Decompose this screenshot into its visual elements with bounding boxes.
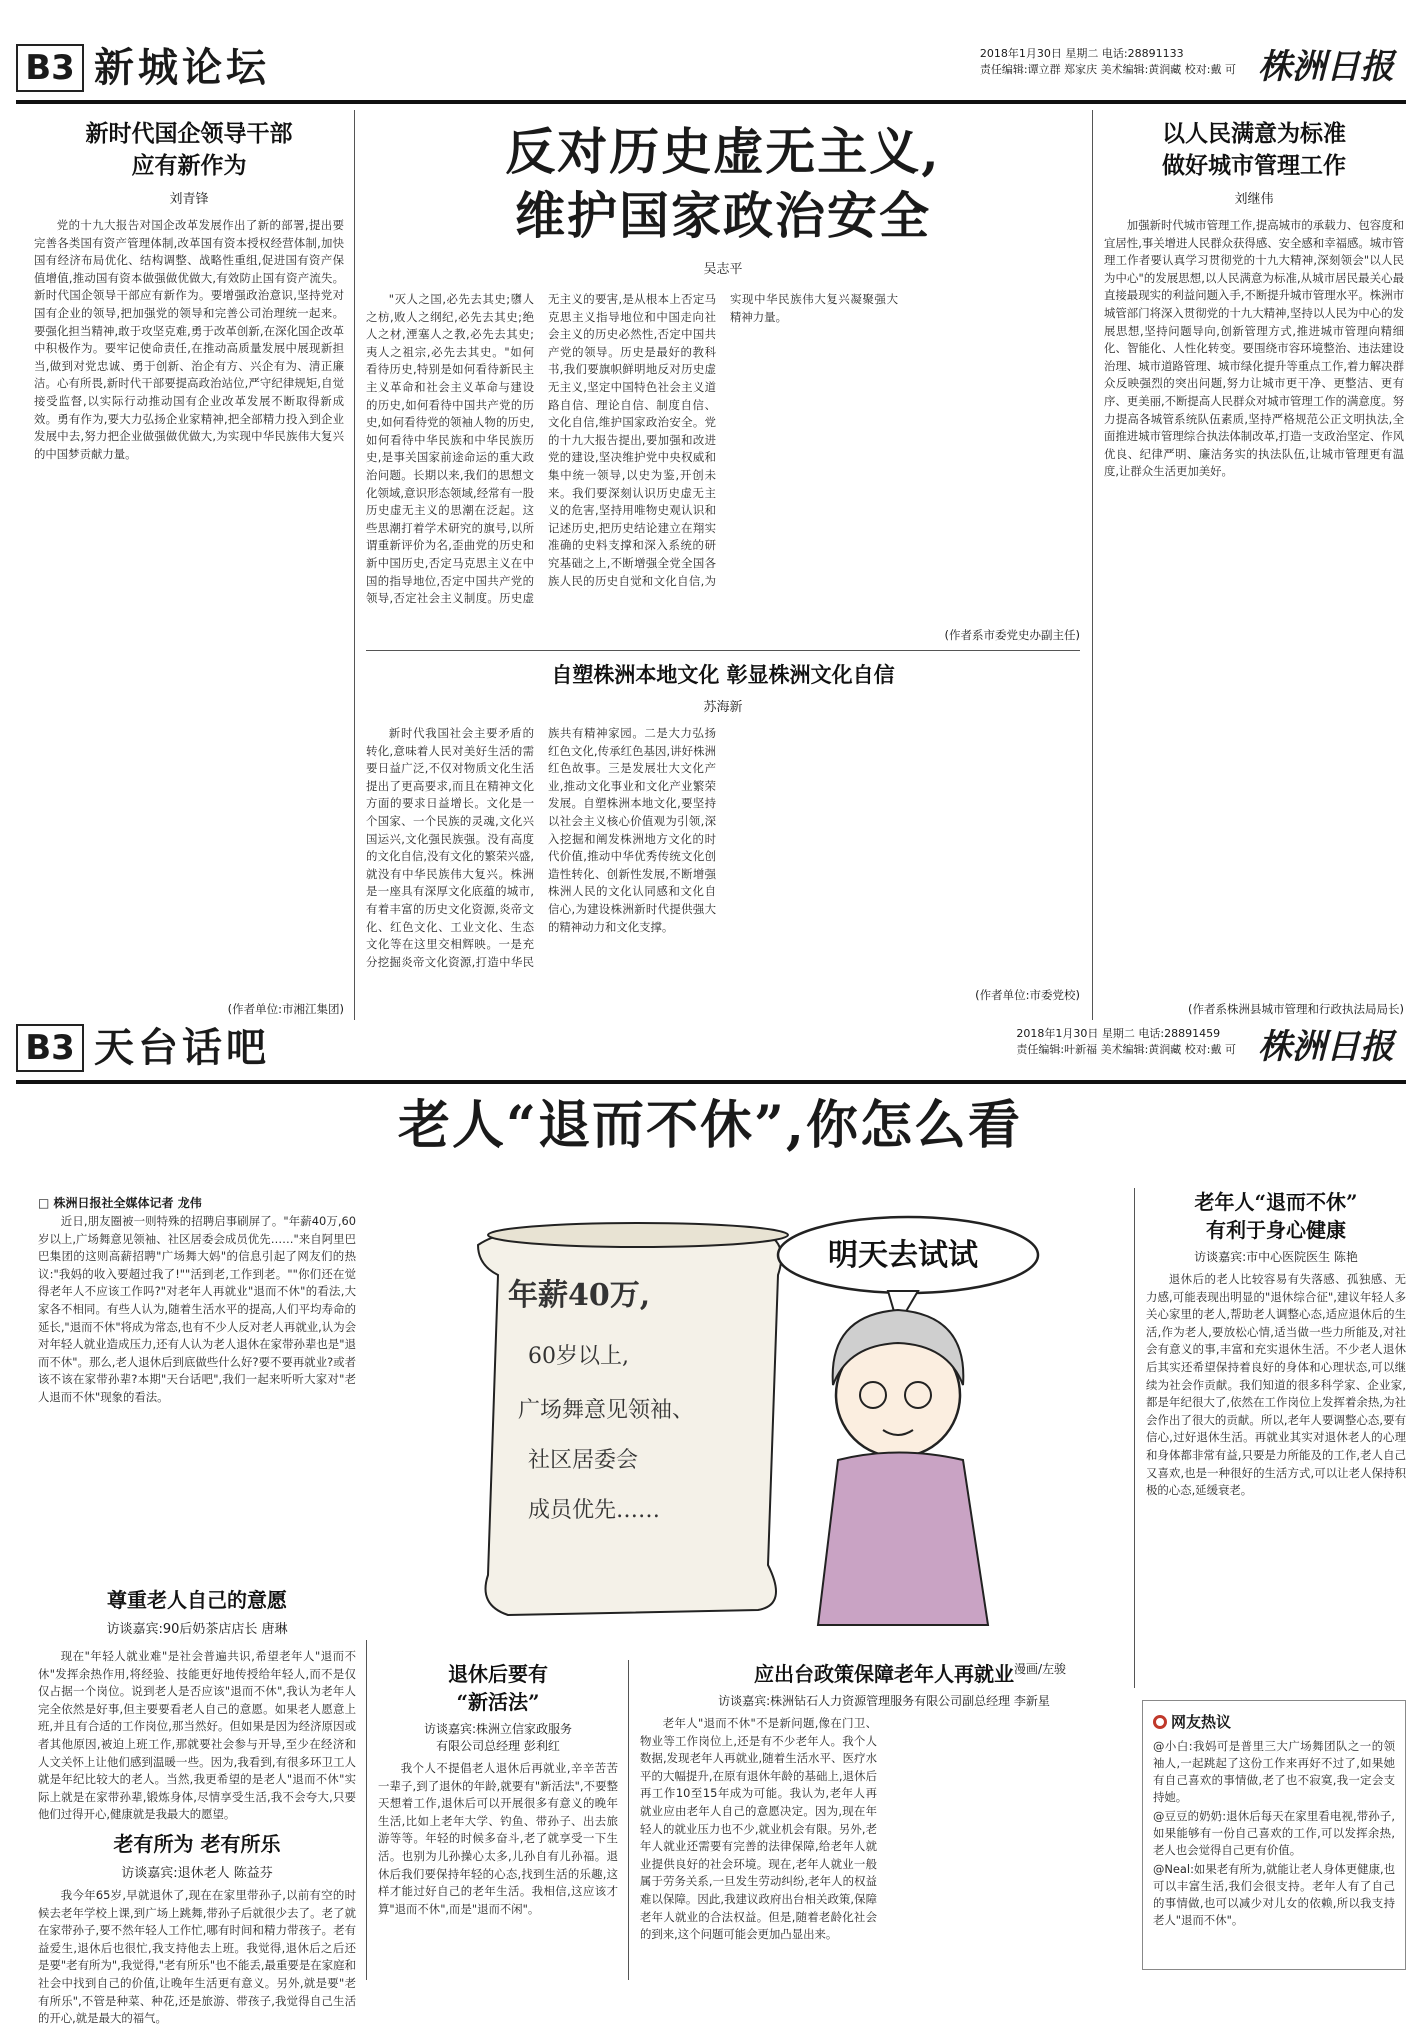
section-name: 新城论坛 (94, 45, 270, 91)
article-health (1146, 1188, 1406, 1688)
newspaper-logo: 株洲日报 (1258, 47, 1394, 87)
article-zhuzhou-culture (366, 660, 1080, 1020)
article-title: 老年人“退而不休” 有利于身心健康 (1194, 1190, 1358, 1242)
page-code: B3 (16, 44, 84, 92)
netizen-comment: @小白:我妈可是普里三大广场舞团队之一的领袖人,一起跳起了这份工作来再好不过了,如果她有自己喜欢的事情做,老了也不寂寞,我一定会支持她。 (1153, 1739, 1395, 1804)
scroll-text-4: 社区居委会 (528, 1448, 639, 1473)
column-divider (628, 1660, 629, 1980)
section-header-bottom (16, 1018, 1406, 1080)
article-title: 退休后要有 “新活法” (448, 1662, 548, 1714)
article-title: 老有所为 老有所乐 (113, 1832, 281, 1856)
article-author: 吴志平 (703, 262, 743, 277)
article-respect-body (38, 1648, 356, 1820)
article-body: 加强新时代城市管理工作,提高城市的承载力、包容度和宜居性,事关增进人民群众获得感、安全感和幸福感。城市管理工作者要认真学习贯彻党的十九大精神,深刻领会"以人民为中心"的发展思想,以人民满意为标准,从城市居民最关心最直接最现实的利益问题入手,不断提升城市管理水平。株洲市城管部门将深入贯彻党的十九大精神,坚持以人民为中心的发展思想,坚持问题导向,创新管理方式,推进城市管理向精细化、智能化、人性化转变。要围绕市容环境整治、违法建设治理、城市道路管理、城市绿化提升等重点工作,着力解决群众反映强烈的突出问题,努力让城市更干净、更整洁、更有序、更美丽,不断提高人民群众对城市管理工作的满意度。努力提高各城管系统队伍素质,坚持严格规范公正文明执法,全面推进城市管理综合执法体制改革,打造一支政治坚定、作风优良、纪律严明、廉洁务实的执法队伍,让城市管理更有温度,让群众生活更加美好。 (1104, 218, 1404, 479)
header-rule (16, 1080, 1406, 1084)
lead-byline: □ 株洲日报社全媒体记者 龙伟 (38, 1196, 202, 1210)
column-divider (354, 110, 355, 1020)
circle-icon (1153, 1715, 1167, 1729)
section-name: 天台话吧 (94, 1025, 270, 1071)
article-soe-leaders (34, 118, 344, 1018)
topic-headline: 老人“退而不休”,你怎么看 (398, 1095, 1022, 1156)
article-title: 自塑株洲本地文化 彰显株洲文化自信 (551, 662, 895, 687)
article-guest: 访谈嘉宾:市中心医院医生 陈艳 (1194, 1250, 1358, 1264)
page-code: B3 (16, 1024, 84, 1072)
article-author: 刘继伟 (1234, 192, 1274, 207)
lead-article (38, 1194, 356, 1570)
article-author: 刘青锋 (169, 192, 209, 207)
column-divider (366, 1640, 367, 1980)
netizen-comments (1142, 1700, 1406, 1970)
newspaper-logo: 株洲日报 (1258, 1027, 1394, 1067)
article-city-management (1104, 118, 1404, 1018)
article-title: 应出台政策保障老年人再就业 (754, 1662, 1014, 1686)
column-divider (1134, 1188, 1135, 1688)
scroll-text-5: 成员优先…… (528, 1498, 661, 1523)
netizen-comment: @Neal:如果老有所为,就能让老人身体更健康,也可以丰富生活,我们会很支持。老年人有了自己的事情做,也可以减少对儿女的依赖,所以我支持老人"退而不休"。 (1153, 1862, 1395, 1927)
section-editors: 责任编辑:谭立群 郑家庆 美术编辑:黄润藏 校对:戴 可 (979, 63, 1236, 76)
article-leisure (38, 1830, 356, 2026)
section-editors: 责任编辑:叶新福 美术编辑:黄润藏 校对:戴 可 (1016, 1043, 1236, 1056)
article-new-life (378, 1660, 618, 1980)
cartoon-illustration (468, 1185, 1048, 1625)
article-body: 新时代我国社会主要矛盾的转化,意味着人民对美好生活的需要日益广泛,不仅对物质文化生活提出了更高要求,而且在精神文化方面的要求日益增长。文化是一个国家、一个民族的灵魂,文化兴国运兴,文化强民族强。没有高度的文化自信,没有文化的繁荣兴盛,就没有中华民族伟大复兴。株洲是一座具有深厚文化底蕴的城市,有着丰富的历史文化资源,炎帝文化、红色文化、工业文化、生态文化等在这里交相辉映。一是充分挖掘炎帝文化资源,打造中华民族共有精神家园。二是大力弘扬红色文化,传承红色基因,讲好株洲红色故事。三是发展壮大文化产业,推动文化事业和文化产业繁荣发展。自塑株洲本地文化,要坚持以社会主义核心价值观为引领,深入挖掘和阐发株洲地方文化的时代价值,推动中华优秀传统文化创造性转化、创新性发展,不断增强株洲人民的文化认同感和文化自信心,为建设株洲新时代提供强大的精神动力和文化支撑。 (366, 726, 716, 969)
article-body: 我今年65岁,早就退休了,现在在家里带孙子,以前有空的时候去老年学校上课,到广场上跳舞,带孙子后就很少去了。老了就在家带孙子,要不然年轻人工作忙,哪有时间和精力带孩子。老有益爱生,退休后也很忙,我支持他去上班。我觉得,退休后之后还是要"老有所为",我觉得,"老有所乐"也不能丢,最重要是在家庭和社会中找到自己的价值,让晚年生活更有意义。另外,就是要"老有所乐",不管是种菜、种花,还是旅游、带孩子,我觉得自己生活的开心,就是最大的福气。 (38, 1888, 356, 2026)
scroll-text-2: 60岁以上, (528, 1344, 629, 1369)
scroll-top-roll (488, 1223, 788, 1247)
section-header-top (16, 38, 1406, 100)
section-meta (980, 46, 1236, 78)
lead-body: 近日,朋友圈被一则特殊的招聘启事刷屏了。"年薪40万,60岁以上,广场舞意见领袖、社区居委会成员优先……"来自阿里巴巴集团的这则高薪招聘"广场舞大妈"的信息引起了网友们的热议:"我妈的收入要超过我了!""活到老,工作到老。""你们还在觉得老年人不应该工作吗?"对老年人再就业"退而不休"的看法,大家各不相同。有些人认为,随着生活水平的提高,人们平均寿命的延长,"退而不休"将成为常态,也有不少人反对老人再就业,认为会对年轻人就业造成压力,还有人认为老人退休在家带孙辈也是"退而不休"。那么,老人退休后到底做些什么好?要不要再就业?或者该不该在家带孙辈?本期"天台话吧",我们一起来听听大家对"老人退而不休"现象的看法。 (38, 1214, 356, 1404)
section-date-phone: 2018年1月30日 星期二 电话:28891133 (979, 47, 1184, 60)
article-author: 苏海新 (703, 700, 743, 715)
article-body: "灭人之国,必先去其史;隳人之枋,败人之纲纪,必先去其史;绝人之材,湮塞人之教,必先去其史;夷人之祖宗,必先去其史。"如何看待历史,特别是如何看待新民主主义革命和社会主义革命与建设的历史,如何看待中国共产党的历史,如何看待党的领袖人物的历史,如何看待中华民族和中华民族历史,是事关国家前途命运的重大政治问题。长期以来,我们的思想文化领域,意识形态领域,经常有一股历史虚无主义的思潮在泛起。这些思潮打着学术研究的旗号,以所谓重新评价为名,歪曲党的历史和新中国历史,否定马克思主义在中国的指导地位,否定中国共产党的领导,否定社会主义制度。历史虚无主义的要害,是从根本上否定马克思主义指导地位和中国走向社会主义的历史必然性,否定中国共产党的领导。历史是最好的教科书,我们要旗帜鲜明地反对历史虚无主义,坚定中国特色社会主义道路自信、理论自信、制度自信、文化自信,维护国家政治安全。党的十九大报告提出,要加强和改进党的建设,坚决维护党中央权威和集中统一领导,以史为鉴,开创未来。我们要深刻认识历史虚无主义的危害,坚持用唯物史观认识和记述历史,把历史结论建立在翔实准确的史料支撑和深入系统的研究基础之上,不断增强全党全国各族人民的历史自觉和文化自信,为实现中华民族伟大复兴凝聚强大精神力量。 (366, 292, 898, 606)
article-body: 老年人"退而不休"不是新问题,像在门卫、物业等工作岗位上,还是有不少老年人。我个人数据,发现老年人再就业,随着生活水平、医疗水平的大幅提升,在原有退休年龄的基础上,退休后再工作10至15年成为可能。我认为,老年人再就业应由老年人自己的意愿决定。因为,现在年轻人的就业压力也不少,就业机会有限。另外,老年人就业还需要有完善的法律保障,给老年人就业提供良好的社会环境。现在,老年人就业一般属于劳务关系,一旦发生劳动纠纷,老年人的权益难以保障。因此,我建议政府出台相关政策,保障老年人就业的合法权益。但是,随着老龄化社会的到来,这个问题可能会更加凸显出来。 (640, 1716, 877, 1942)
article-body: 退休后的老人比较容易有失落感、孤独感、无力感,可能表现出明显的"退休综合征",建议年轻人多关心家里的老人,帮助老人调整心态,适应退休后的生活,作为老人,要放松心情,适当做一些力所能及,对社会有意义的事,丰富和充实退休生活。不少老人退休后其实还希望保持着良好的身体和心理状态,可以继续为社会作贡献。我们知道的很多科学家、企业家,都是年纪很大了,依然在工作岗位上发挥着余热,为社会作出了很大的贡献。所以,老年人要调整心态,要有信心,过好退休生活。再就业其实对退休老人的心理和身体都非常有益,只要是力所能及的工作,老人自己又喜欢,也是一种很好的生活方式,可以让老人保持积极的心态,延缓衰老。 (1146, 1272, 1406, 1498)
row-divider (366, 650, 1080, 651)
article-title: 新时代国企领导干部 应有新作为 (85, 120, 293, 179)
netizen-comment: @豆豆的奶奶:退休后每天在家里看电视,带孙子,如果能够有一份自己喜欢的工作,可以发挥余热,老人也会觉得自己更有价值。 (1153, 1809, 1395, 1857)
article-title: 以人民满意为标准 做好城市管理工作 (1162, 120, 1346, 179)
netizen-heading: 网友热议 (1153, 1711, 1395, 1732)
article-source: (作者单位:市湘江集团) (227, 1002, 344, 1016)
speech-text: 明天去试试 (828, 1238, 978, 1273)
article-guest: 访谈嘉宾:90后奶茶店店长 唐琳 (106, 1622, 288, 1637)
scroll-text-1: 年薪40万, (508, 1278, 651, 1313)
header-rule (16, 100, 1406, 104)
article-title: 反对历史虚无主义, 维护国家政治安全 (505, 122, 941, 245)
article-source: (作者系市委党史办副主任) (944, 628, 1080, 642)
article-body: 我个人不提倡老人退休后再就业,辛辛苦苦一辈子,到了退休的年龄,就要有"新活法",不要整天想着工作,退休后可以开展很多有意义的晚年生活,比如上老年大学、钓鱼、带孙子、出去旅游等等。年轻的时候多奋斗,老了就享受一下生活。也别为儿孙操心太多,儿孙自有儿孙福。退休后我们要保持年轻的心态,找到生活的乐趣,这样才能过好自己的老年生活。我相信,这应该才算"退而不休",而是"退而不闲"。 (378, 1761, 618, 1916)
article-title: 尊重老人自己的意愿 (107, 1588, 287, 1612)
cartoon-credit: 漫画/左骏 (1014, 1662, 1067, 1676)
article-guest: 访谈嘉宾:退休老人 陈益芬 (121, 1866, 273, 1881)
article-historical-nihilism (366, 120, 1080, 640)
article-source: (作者单位:市委党校) (975, 988, 1080, 1002)
section-date-phone: 2018年1月30日 星期二 电话:28891459 (1016, 1027, 1221, 1040)
article-guest: 访谈嘉宾:株洲钻石人力资源管理服务有限公司副总经理 李新星 (718, 1694, 1050, 1708)
article-body: 党的十九大报告对国企改革发展作出了新的部署,提出要完善各类国有资产管理体制,改革国有资本授权经营体制,加快国有经济布局优化、结构调整、战略性重组,促进国有资产保值增值,推动国有资本做强做优做大,有效防止国有资产流失。新时代国企领导干部应有新作为。要增强政治意识,坚持党对国有企业的领导,把加强党的领导和完善公司治理统一起来。要强化担当精神,敢于攻坚克难,勇于改革创新,在深化国企改革中积极作为。要牢记使命责任,在推动高质量发展中展现新担当,做到对党忠诚、勇于创新、治企有方、兴企有为、清正廉洁。心有所畏,新时代干部要提高政治站位,严守纪律规矩,自觉接受监督,以实际行动推动国有企业改革发展不断取得新成效。勇有作为,要大力弘扬企业家精神,把全部精力投入到企业发展中去,努力把企业做强做优做大,为实现中华民族伟大复兴的中国梦贡献力量。 (34, 218, 344, 461)
article-source: (作者系株洲县城市管理和行政执法局局长) (1188, 1002, 1404, 1016)
column-divider (1092, 110, 1093, 1020)
article-body: 现在"年轻人就业难"是社会普遍共识,希望老年人"退而不休"发挥余热作用,将经验、技能更好地传授给年轻人,而不是仅仅占据一个岗位。说到老人是否应该"退而不休",我认为老年人完全依然是好事,但主要要看老人自己的意愿。如果老人愿意上班,并且有合适的工作岗位,那当然好。但如果是因为经济原因或者其他原因,被迫上班工作,那就要社会参与开导,至少在经济和人文关怀上让他们感到温暖一些。因为,我看到,有很多环卫工人就是年纪比较大的老人。当然,我更希望的是老人"退而不休"实际上就是在家带孙辈,锻炼身体,尽情享受生活,我不会夸大,只要他们过得开心,健康就是我最大的愿望。 (38, 1649, 356, 1822)
article-policy (640, 1660, 1128, 1980)
grandma-body (818, 1453, 988, 1626)
cartoon-drawing (468, 1185, 1048, 1625)
scroll-text-3: 广场舞意见领袖、 (518, 1398, 695, 1423)
article-guest: 访谈嘉宾:株洲立信家政服务 有限公司总经理 彭利红 (423, 1722, 573, 1753)
section-meta (1016, 1026, 1236, 1058)
